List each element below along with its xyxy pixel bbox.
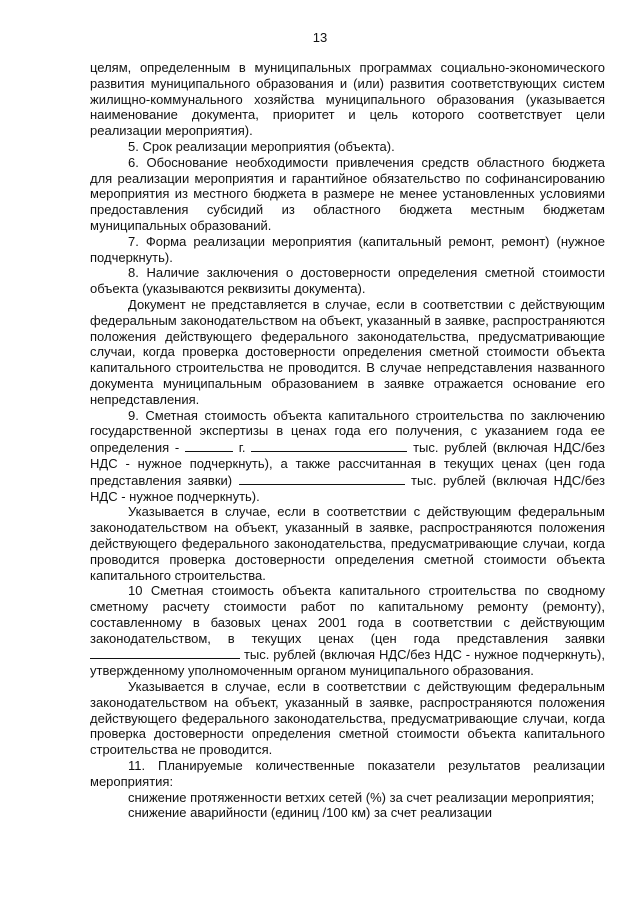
paragraph-6: 6. Обоснование необходимости привлечения средств областного бюджета для реализации мероприятия и гарантийное обязательство по софинансированию мероприятия из местного бюджета в размере не менее установленных условиями предоставления субсидий из областного бюджета местным бюджетам муниципальных образований. bbox=[90, 154, 605, 233]
paragraph-continuation: целям, определенным в муниципальных программах социально-экономического развития муниципального образования и (или) развития соответствующих систем жилищно-коммунального хозяйства муниципального образования (указывается наименование документа, приоритет и цель которого соответствует цели реализации мероприятия). bbox=[90, 60, 605, 139]
paragraph-5: 5. Срок реализации мероприятия (объекта). bbox=[128, 138, 395, 154]
paragraph-11-item-1: снижение протяженности ветхих сетей (%) за счет реализации мероприятия; bbox=[128, 789, 595, 805]
p10-text-a: 10 Сметная стоимость объекта капитального строительства по сводному сметному расчету стоимости работ по капитальному ремонту (ремонту), составленному в базовых ценах 2001 года в соответствии с действующим законодательством, в текущих ценах (цен года представления заявки bbox=[90, 583, 605, 646]
p10-text-b: тыс. рублей (включая НДС/без НДС - нужное подчеркнуть), утвержденному уполномоченным органом муниципального образования. bbox=[90, 647, 605, 679]
p9-text-b: г. bbox=[238, 440, 246, 456]
page-number: 13 bbox=[312, 30, 328, 45]
paragraph-11: 11. Планируемые количественные показатели результатов реализации мероприятия: bbox=[90, 758, 605, 789]
paragraph-11-item-2: снижение аварийности (единиц /100 км) за счет реализации bbox=[128, 805, 492, 821]
blank-cost-field bbox=[251, 439, 407, 452]
document-body bbox=[90, 60, 605, 821]
paragraph-8: 8. Наличие заключения о достоверности определения сметной стоимости объекта (указываются реквизиты документа). bbox=[90, 265, 605, 297]
p9-text-a: 9. Сметная стоимость объекта капитального строительства по заключению государственной экспертизы в ценах года его получения, с указанием года ее определения - bbox=[90, 407, 605, 456]
blank-estimate-field bbox=[90, 646, 240, 659]
blank-current-cost-field bbox=[239, 472, 405, 485]
paragraph-8-note: Документ не представляется в случае, если в соответствии с действующим федеральным законодательством на объект, указанный в заявке, распространяются положения действующего федерального законодательства, предусматривающие случаи, когда проверка достоверности определения сметной стоимости объекта капитального строительства не проводится. В случае непредставления названного документа муниципальным образованием в заявке отражается основание его непредставления. bbox=[90, 296, 605, 407]
paragraph-10-note: Указывается в случае, если в соответствии с действующим федеральным законодательством на объект, указанный в заявке, распространяются положения действующего федерального законодательства, предусматривающие случаи, когда проверка достоверности определения сметной стоимости объекта капитального строительства не проводится. bbox=[90, 679, 605, 758]
blank-year-field bbox=[185, 439, 233, 452]
paragraph-10 bbox=[90, 583, 605, 679]
p9-text-c: тыс. рублей (включая НДС/без НДС - нужное подчеркнуть), а также рассчитанная в текущих ценах (цен года представления заявки) bbox=[90, 440, 605, 488]
p9-text-d: тыс. рублей (включая НДС/без НДС - нужное подчеркнуть). bbox=[90, 472, 605, 504]
paragraph-9-note: Указывается в случае, если в соответствии с действующим федеральным законодательством на объект, указанный в заявке, распространяются положения действующего федерального законодательства, предусматривающие случаи, когда проводится проверка достоверности определения сметной стоимости объекта капитального строительства. bbox=[90, 504, 605, 583]
paragraph-9 bbox=[90, 408, 605, 505]
paragraph-7: 7. Форма реализации мероприятия (капитальный ремонт, ремонт) (нужное подчеркнуть). bbox=[90, 233, 605, 265]
